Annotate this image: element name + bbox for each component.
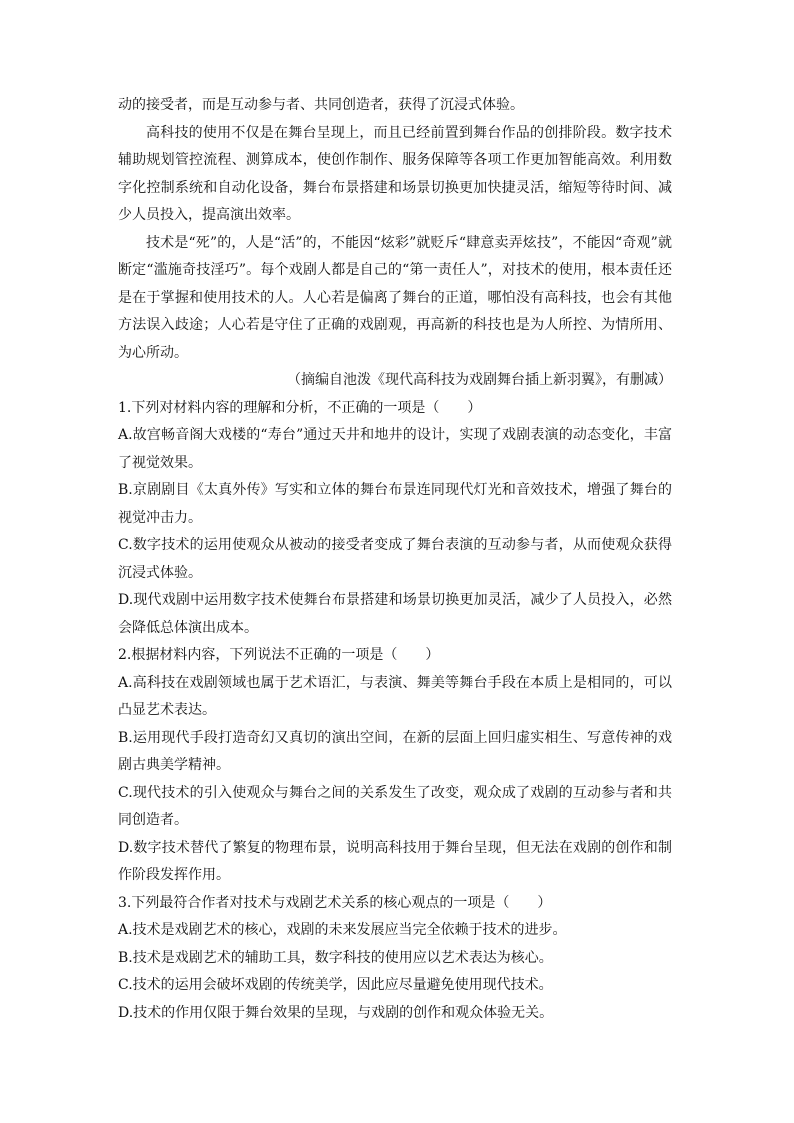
option-a: A.高科技在戏剧领域也属于艺术语汇，与表演、舞美等舞台手段在本质上是相同的，可以凸显艺术表达。 xyxy=(118,674,672,718)
article-paragraph-technology-people: 技术是“死”的，人是“活”的，不能因“炫彩”就贬斥“肆意卖弄炫技”，不能因“奇观”就断定“滥施奇技淫巧”。每个戏剧人都是自己的“第一责任人”，对技术的使用，根本责任还是在于掌握和使用技术的人。人心若是偏离了舞台的正道，哪怕没有高科技，也会有其他方法误入歧途；人心若是守住了正确的戏剧观，再高新的科技也是为人所控、为情所用、为心所动。 xyxy=(118,234,672,361)
option-b: B.运用现代手段打造奇幻又真切的演出空间，在新的层面上回归虚实相生、写意传神的戏剧古典美学精神。 xyxy=(118,729,672,773)
option-a: A.故宫畅音阁大戏楼的“寿台”通过天井和地井的设计，实现了戏剧表演的动态变化，丰富了视觉效果。 xyxy=(118,427,672,471)
option-b: B.技术是戏剧艺术的辅助工具，数字科技的使用应以艺术表达为核心。 xyxy=(118,949,553,966)
option-c: C.现代技术的引入使观众与舞台之间的关系发生了改变，观众成了戏剧的互动参与者和共同创造者。 xyxy=(118,784,672,828)
question-stem: 3.下列最符合作者对技术与戏剧艺术关系的核心观点的一项是（ ） xyxy=(118,894,552,911)
article-paragraph-hightech: 高科技的使用不仅是在舞台呈现上，而且已经前置到舞台作品的创排阶段。数字技术辅助规划管控流程、测算成本，使创作制作、服务保障等各项工作更加智能高效。利用数字化控制系统和自动化设备，舞台布景搭建和场景切换更加快捷灵活，缩短等待时间、减少人员投入，提高演出效率。 xyxy=(118,124,672,223)
option-c: C.技术的运用会破坏戏剧的传统美学，因此应尽量避免使用现代技术。 xyxy=(118,977,553,993)
question-1 xyxy=(118,395,672,643)
article-paragraph-continued: 动的接受者，而是互动参与者、共同创造者，获得了沉浸式体验。 xyxy=(118,97,524,113)
option-a: A.技术是戏剧艺术的核心，戏剧的未来发展应当完全依赖于技术的进步。 xyxy=(118,922,567,938)
option-b: B.京剧剧目《太真外传》写实和立体的舞台布景连同现代灯光和音效技术，增强了舞台的视觉冲击力。 xyxy=(118,482,672,526)
option-d: D.现代戏剧中运用数字技术使舞台布景搭建和场景切换更加灵活，减少了人员投入，必然会降低总体演出成本。 xyxy=(118,592,672,636)
option-c: C.数字技术的运用使观众从被动的接受者变成了舞台表演的互动参与者，从而使观众获得沉浸式体验。 xyxy=(118,537,672,581)
question-2 xyxy=(118,642,672,890)
article-source: （摘编自池泼《现代高科技为戏剧舞台插上新羽翼》，有删减） xyxy=(287,372,672,388)
question-3 xyxy=(118,890,672,1028)
question-stem: 2.根据材料内容，下列说法不正确的一项是（ ） xyxy=(118,647,440,663)
option-d: D.数字技术替代了繁复的物理布景，说明高科技用于舞台呈现，但无法在戏剧的创作和制作阶段发挥作用。 xyxy=(118,839,672,883)
document-page xyxy=(118,92,672,1027)
question-stem: 1.下列对材料内容的理解和分析，不正确的一项是（ ） xyxy=(118,399,482,416)
option-d: D.技术的作用仅限于舞台效果的呈现，与戏剧的创作和观众体验无关。 xyxy=(118,1004,554,1021)
